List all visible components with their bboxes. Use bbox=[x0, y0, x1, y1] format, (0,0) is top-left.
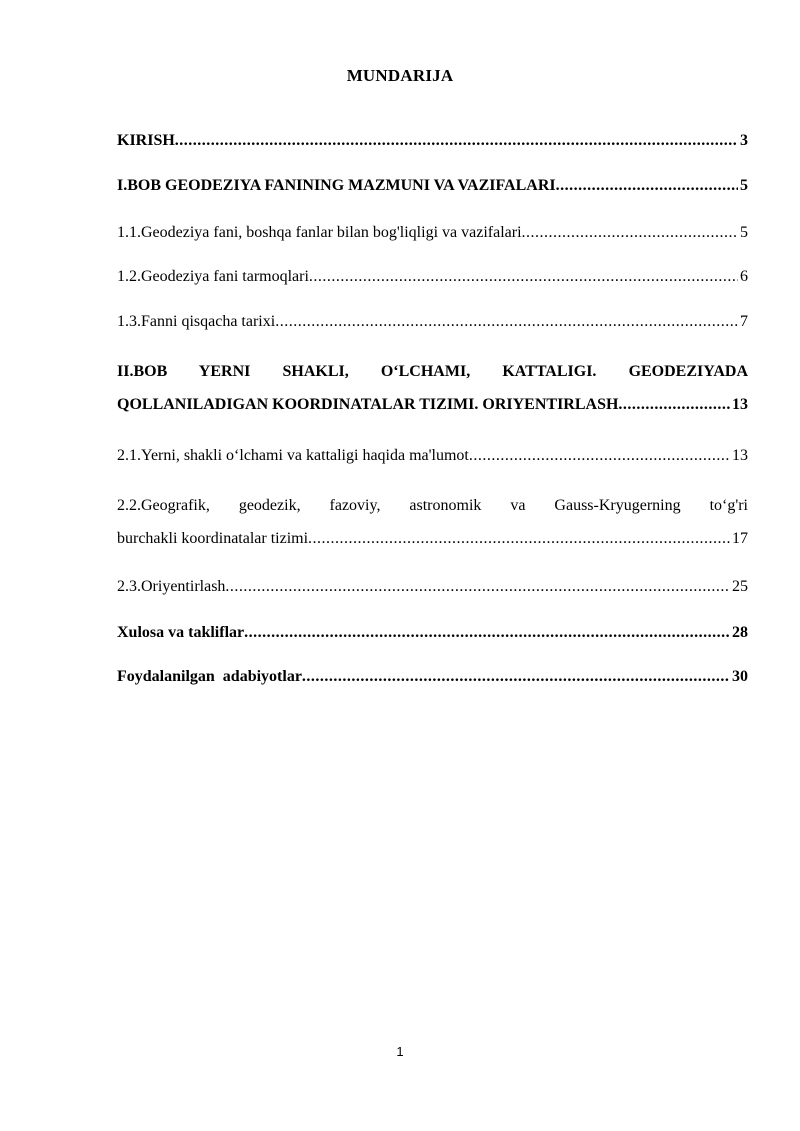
toc-entry-page: 28 bbox=[732, 624, 748, 641]
dot-leader bbox=[618, 388, 730, 421]
toc-entry-label: I.BOB GEODEZIYA FANINING MAZMUNI VA VAZIFALARI bbox=[117, 177, 556, 194]
dot-leader bbox=[309, 266, 738, 288]
toc-entry-page: 13 bbox=[732, 447, 748, 464]
dot-leader bbox=[244, 622, 730, 644]
page-number: 1 bbox=[396, 1044, 404, 1059]
toc-entry-label: KIRISH bbox=[117, 132, 175, 149]
toc-entry-page: 30 bbox=[732, 668, 748, 685]
toc-entry-references[interactable] bbox=[117, 666, 748, 688]
toc-entry-label: 1.2.Geodeziya fani tarmoqlari bbox=[117, 268, 309, 285]
toc-entry-label: Xulosa va takliflar bbox=[117, 624, 245, 641]
toc-entry-page: 5 bbox=[740, 177, 748, 194]
toc-entry-page: 5 bbox=[740, 224, 748, 241]
toc-entry-page: 13 bbox=[732, 396, 748, 413]
toc-entry-page: 25 bbox=[732, 578, 748, 595]
toc-entry-1-2[interactable] bbox=[117, 266, 748, 288]
toc-entry-label: 1.1.Geodeziya fani, boshqa fanlar bilan bog'liqligi va vazifalari bbox=[117, 224, 522, 241]
dot-leader bbox=[302, 666, 730, 688]
toc-entry-label: 2.3.Oriyentirlash bbox=[117, 578, 226, 595]
toc-entry-label: Foydalanilgan adabiyotlar bbox=[117, 668, 302, 685]
toc-entry-1-1[interactable] bbox=[117, 222, 748, 244]
toc-entry-label-line1: 2.2.Geografik, geodezik, fazoviy, astronomik va Gauss-Kryugerning to‘g'ri bbox=[117, 497, 748, 514]
toc-entry-page: 3 bbox=[740, 132, 748, 149]
dot-leader bbox=[225, 576, 730, 598]
dot-leader bbox=[469, 445, 730, 467]
toc-entry-2-2[interactable] bbox=[117, 489, 748, 555]
toc-entry-conclusion[interactable] bbox=[117, 622, 748, 644]
toc-entry-label-line2: burchakli koordinatalar tizimi bbox=[117, 530, 309, 547]
dot-leader bbox=[522, 222, 738, 244]
toc-entry-page: 17 bbox=[732, 530, 748, 547]
toc-entry-2-3[interactable] bbox=[117, 576, 748, 598]
dot-leader bbox=[275, 311, 738, 333]
toc-entry-page: 7 bbox=[740, 313, 748, 330]
dot-leader bbox=[175, 130, 738, 152]
toc-entry-label-line2: QOLLANILADIGAN KOORDINATALAR TIZIMI. ORIYENTIRLASH bbox=[117, 396, 619, 413]
toc-entry-2-1[interactable] bbox=[117, 445, 748, 467]
toc-entry-1-3[interactable] bbox=[117, 311, 748, 333]
toc-entry-label-line1: II.BOB YERNI SHAKLI, O‘LCHAMI, KATTALIGI. GEODEZIYADA bbox=[117, 363, 748, 380]
toc-entry-chapter-2[interactable] bbox=[117, 355, 748, 421]
toc-entry-kirish[interactable] bbox=[117, 130, 748, 152]
toc-entry-label: 2.1.Yerni, shakli o‘lchami va kattaligi haqida ma'lumot bbox=[117, 447, 469, 464]
toc-entry-chapter-1[interactable] bbox=[117, 175, 748, 197]
toc-title: MUNDARIJA bbox=[346, 66, 454, 85]
toc-entry-page: 6 bbox=[740, 268, 748, 285]
dot-leader bbox=[308, 522, 730, 555]
dot-leader bbox=[556, 175, 738, 197]
toc-entry-label: 1.3.Fanni qisqacha tarixi bbox=[117, 313, 276, 330]
